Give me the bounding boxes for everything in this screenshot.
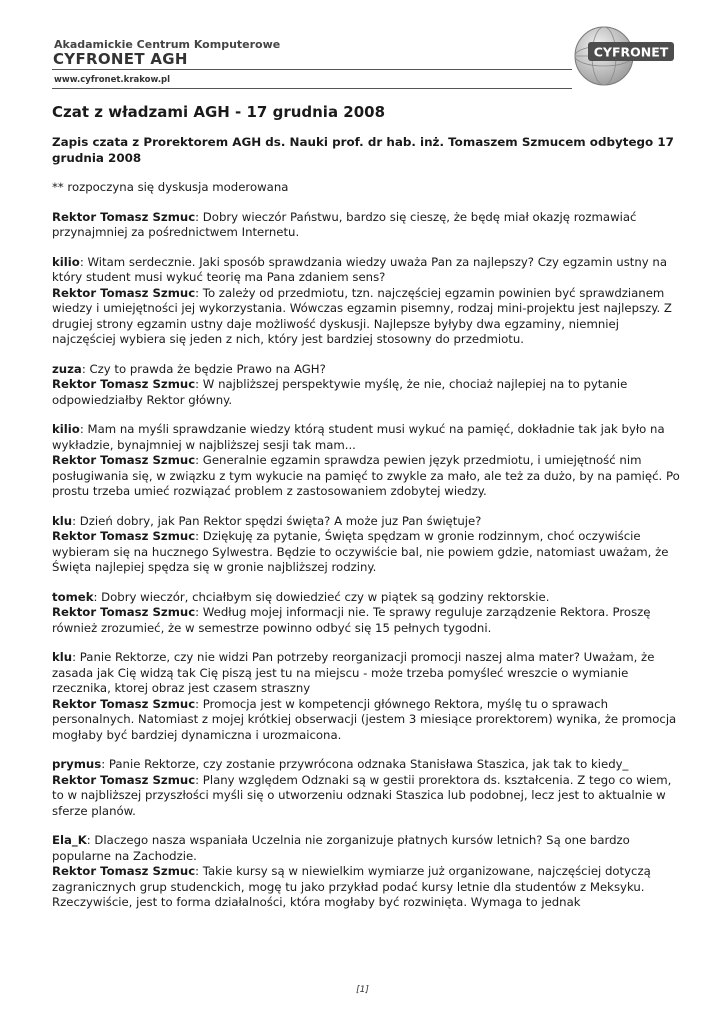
header-divider-bottom: [52, 88, 572, 89]
message-text: : Plany względem Odznaki są w gestii prorektora ds. kształcenia. Z tego co wiem, to w najbliższej przyszłości myśli się o utworzeniu odznaki Staszica lub podobnej, lecz jest to aktualnie w sferze planów.: [52, 772, 672, 818]
chat-line: [52, 757, 682, 773]
cyfronet-logo-icon: [566, 25, 676, 87]
document-title: Czat z władzami AGH - 17 grudnia 2008: [52, 103, 386, 121]
message-text: : To zależy od przedmiotu, tzn. najczęściej egzamin powinien być sprawdzianem wiedzy i umiejętności jej wykorzystania. Wówczas egzamin pisemny, rodzaj mini-projektu jest najlepszy. Z drugiej strony egzamin ustny daje możliwość dyskusji. Najlepsze byłyby dwa egzaminy, niemniej najczęściej wybiera się jeden z nich, który jest bardziej stosowny do przedmiotu.: [52, 285, 672, 346]
chat-line: [52, 697, 682, 744]
speaker-name: klu: [52, 650, 73, 664]
chat-line: [52, 514, 682, 530]
chat-exchange: [52, 514, 682, 576]
chat-line: [52, 864, 682, 911]
speaker-name: Rektor Tomasz Szmuc: [52, 529, 196, 543]
document-body: [52, 103, 682, 925]
chat-exchange: [52, 422, 682, 500]
speaker-name: zuza: [52, 361, 82, 376]
speaker-name: Rektor Tomasz Szmuc: [52, 605, 196, 619]
institution-name: CYFRONET AGH: [53, 50, 188, 68]
chat-line: [52, 833, 682, 864]
chat-line: [52, 255, 682, 286]
message-text: : Czy to prawda że będzie Prawo na AGH?: [81, 361, 326, 376]
institution-url: www.cyfronet.krakow.pl: [54, 75, 171, 85]
speaker-name: Rektor Tomasz Szmuc: [52, 209, 196, 224]
chat-exchange: [52, 590, 682, 637]
speaker-name: klu: [52, 513, 73, 528]
chat-line: [52, 422, 682, 453]
chat-line: [52, 773, 682, 820]
chat-exchange: [52, 833, 682, 911]
speaker-name: kilio: [52, 422, 80, 436]
logo-text: CYFRONET: [593, 44, 669, 60]
message-text: : Dzień dobry, jak Pan Rektor spędzi święta? A może juz Pan świętuje?: [72, 513, 482, 528]
chat-exchange: [52, 210, 682, 241]
speaker-name: Rektor Tomasz Szmuc: [52, 772, 196, 787]
speaker-name: Rektor Tomasz Szmuc: [52, 696, 196, 711]
header-divider-top: [52, 69, 572, 70]
speaker-name: tomek: [52, 589, 94, 604]
chat-line: [52, 590, 682, 606]
chat-line: [52, 362, 682, 378]
page-number: [1]: [356, 985, 369, 995]
chat-exchange: [52, 757, 682, 819]
message-text: : Promocja jest w kompetencji głównego Rektora, myślę tu o sprawach personalnych. Natomiast z mojej krótkiej obserwacji (jestem 3 miesiące prorektorem) wynika, że promocja mogłaby być bardziej dynamiczna i urozmaicona.: [52, 696, 677, 742]
moderation-notice: ** rozpoczyna się dyskusja moderowana: [52, 180, 289, 194]
chat-line: [52, 453, 682, 500]
message-text: : W najbliższej perspektywie myślę, że nie, chociaż najlepiej na to pytanie odpowiedziałby Rektor główny.: [52, 377, 628, 407]
message-text: : Panie Rektorze, czy nie widzi Pan potrzeby reorganizacji promocji naszej alma mater? Uważam, że zasada jak Cię widzą tak Cię piszą jest tu na miejscu - może trzeba pomyśleć wreszcie o wymianie rzecznika, ktorej obraz jest czasem straszny: [52, 650, 655, 695]
page-header: [0, 0, 725, 96]
message-text: : Dobry wieczór, chciałbym się dowiedzieć czy w piątek są godziny rektorskie.: [93, 589, 550, 604]
document-subtitle: Zapis czata z Prorektorem AGH ds. Nauki prof. dr hab. inż. Tomaszem Szmucem odbytego 17 grudnia 2008: [52, 135, 674, 165]
speaker-name: prymus: [52, 757, 102, 771]
message-text: : Dziękuję za pytanie, Święta spędzam w gronie rodzinnym, choć oczywiście wybieram się na hucznego Sylwestra. Będzie to oczywiście bal, nie powiem gdzie, natomiast uważam, że Święta najlepiej spędza się w gronie najbliższej rodziny.: [52, 529, 669, 574]
chat-exchange: [52, 255, 682, 348]
message-text: : Panie Rektorze, czy zostanie przywrócona odznaka Stanisława Staszica, jak tak to kiedy_: [101, 757, 629, 771]
message-text: : Dobry wieczór Państwu, bardzo się cieszę, że będę miał okazję rozmawiać przynajmniej za pośrednictwem Internetu.: [52, 209, 637, 239]
institution-subtitle: Akadamickie Centrum Komputerowe: [54, 38, 281, 51]
message-text: : Witam serdecznie. Jaki sposób sprawdzania wiedzy uważa Pan za najlepszy? Czy egzamin ustny na który student musi wykuć teorię ma Pana zdaniem sens?: [52, 254, 667, 284]
chat-line: [52, 650, 682, 697]
speaker-name: Ela_K: [52, 833, 87, 847]
chat-exchange: [52, 362, 682, 409]
chat-transcript: [52, 210, 682, 911]
chat-line: [52, 377, 682, 408]
message-text: : Dlaczego nasza wspaniała Uczelnia nie zorganizuje płatnych kursów letnich? Są one bardzo popularne na Zachodzie.: [52, 833, 630, 863]
chat-line: [52, 210, 682, 241]
speaker-name: Rektor Tomasz Szmuc: [52, 453, 196, 467]
chat-line: [52, 605, 682, 636]
message-text: : Takie kursy są w niewielkim wymiarze już organizowane, najczęściej dotyczą zagranicznych grup studenckich, mogę tu jako przykład podać kursy letnie dla studentów z Meksyku. Rzeczywiście, jest to forma działalności, która mogłaby być rozwinięta. Wymaga to jednak: [52, 864, 651, 909]
chat-line: [52, 529, 682, 576]
chat-exchange: [52, 650, 682, 743]
speaker-name: Rektor Tomasz Szmuc: [52, 377, 196, 391]
message-text: : Generalnie egzamin sprawdza pewien język przedmiotu, i umiejętność nim posługiwania się, w związku z tym wykucie na pamięć to zwykle za mało, ale też za dużo, by na pamięć. Po prostu trzeba umieć rozwiązać problem z zastosowaniem zdobytej wiedzy.: [52, 453, 680, 498]
speaker-name: kilio: [52, 254, 80, 269]
speaker-name: Rektor Tomasz Szmuc: [52, 285, 196, 300]
message-text: : Według mojej informacji nie. Te sprawy reguluje zarządzenie Rektora. Proszę również zrozumieć, że w semestrze powinno odbyć się 15 pełnych tygodni.: [52, 605, 651, 635]
message-text: : Mam na myśli sprawdzanie wiedzy którą student musi wykuć na pamięć, dokładnie tak jak było na wykładzie, bynajmniej w najbliższej sesji tak mam...: [52, 422, 665, 452]
speaker-name: Rektor Tomasz Szmuc: [52, 864, 196, 878]
chat-line: [52, 286, 682, 348]
